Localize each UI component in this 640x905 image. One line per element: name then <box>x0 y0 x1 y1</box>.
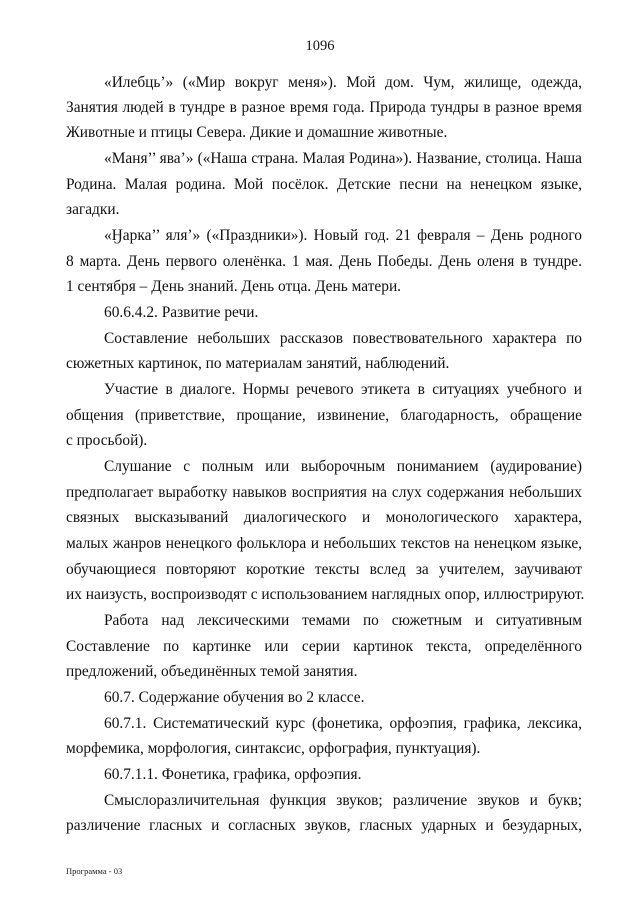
section-heading: 60.7.1.1. Фонетика, графика, орфоэпия. <box>104 766 362 783</box>
text-line: Составление небольших рассказов повествовательного характера по <box>104 330 582 347</box>
text-line: сюжетных картинок, по материалам занятий, наблюдений. <box>66 355 450 372</box>
text-line: морфемика, морфология, синтаксис, орфография, пунктуация). <box>66 740 481 757</box>
text-line: обучающиеся повторяют короткие тексты вслед за учителем, заучивают <box>66 561 582 578</box>
text-line: Составление по картинке или серии картинок текста, определённого <box>66 638 582 655</box>
text-line: 8 марта. День первого оленёнка. 1 мая. День Победы. День оленя в тундре. <box>66 253 582 270</box>
footer-label: Программа - 03 <box>66 866 123 876</box>
text-line: «Маня’’ ява’» («Наша страна. Малая Родина»). Название, столица. Наша <box>104 150 582 167</box>
text-line: Смыслоразличительная функция звуков; различение звуков и букв; <box>104 792 582 809</box>
text-line: различение гласных и согласных звуков, гласных ударных и безударных, <box>66 817 582 834</box>
text-line: 60.7.1. Систематический курс (фонетика, орфоэпия, графика, лексика, <box>104 715 582 732</box>
text-line: Участие в диалоге. Нормы речевого этикета в ситуациях учебного и <box>104 381 582 398</box>
text-line: Работа над лексическими темами по сюжетным и ситуативным <box>104 612 582 629</box>
text-line: связных высказываний диалогического и монологического характера, <box>66 509 582 526</box>
text-line: «Ӈарка’’ яля’» («Праздники»). Новый год. 21 февраля – День родного <box>104 227 582 244</box>
text-line: малых жанров ненецкого фольклора и небольших текстов на ненецком языке, <box>66 535 582 552</box>
page-number: 1096 <box>305 38 335 54</box>
text-line: 1 сентября – День знаний. День отца. День матери. <box>66 278 402 295</box>
section-heading: 60.6.4.2. Развитие речи. <box>104 304 259 321</box>
text-line: их наизусть, воспроизводят с использованием наглядных опор, иллюстрируют. <box>66 586 585 603</box>
text-line: общения (приветствие, прощание, извинение, благодарность, обращение <box>66 407 582 424</box>
text-line: Слушание с полным или выборочным пониманием (аудирование) <box>104 458 582 475</box>
section-heading: 60.7. Содержание обучения во 2 классе. <box>104 689 365 706</box>
text-line: Занятия людей в тундре в разное время года. Природа тундры в разное время <box>66 99 582 116</box>
text-line: предложений, объединённых темой занятия. <box>66 663 358 680</box>
text-line: предполагает выработку навыков восприятия на слух содержания небольших <box>66 484 582 501</box>
text-line: Родина. Малая родина. Мой посёлок. Детские песни на ненецком языке, <box>66 176 582 193</box>
text-line: Животные и птицы Севера. Дикие и домашние животные. <box>66 124 448 141</box>
text-line: «Илебць’» («Мир вокруг меня»). Мой дом. Чум, жилище, одежда, <box>104 74 582 91</box>
text-line: загадки. <box>66 201 120 218</box>
text-line: с просьбой). <box>66 432 148 449</box>
